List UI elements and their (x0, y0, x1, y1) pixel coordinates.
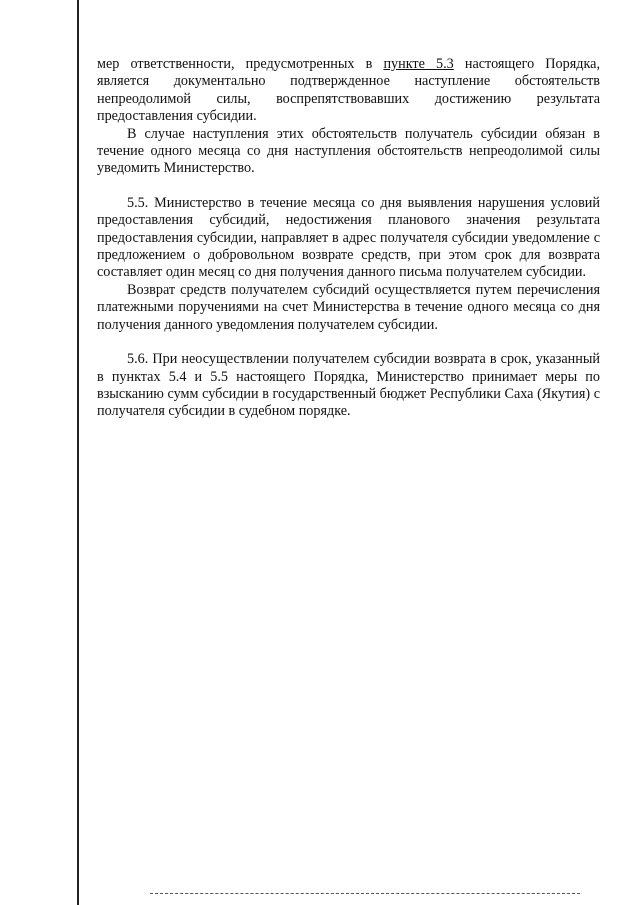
paragraph-refund: Возврат средств получателем субсидий осуществляется путем перечисления платежными поручениями на счет Министерства в течение одного месяца со дня получения данного уведомления получателем субсидии. (97, 281, 600, 333)
bottom-divider (150, 893, 580, 895)
clause-link[interactable]: пункте 5.3 (383, 56, 454, 72)
paragraph-text: мер ответственности, предусмотренных в (97, 56, 384, 72)
paragraph-5-5: 5.5. Министерство в течение месяца со дня выявления нарушения условий предоставления субсидий, недостижения планового значения результата предоставления субсидии, направляет в адрес получателя субсидии уведомление с предложением о добровольном возврате средств, при этом срок для возврата составляет один месяц со дня получения данного письма получателем субсидии. (97, 194, 600, 281)
paragraph-force-majeure (97, 56, 600, 126)
paragraph-notification: В случае наступления этих обстоятельств получатель субсидии обязан в течение одного месяца со дня наступления обстоятельств непреодолимой силы уведомить Министерство. (97, 125, 600, 177)
left-margin-line (77, 0, 79, 905)
document-body (97, 56, 600, 421)
paragraph-text: настоящего Порядка, является документально подтвержденное наступление обстоятельств непреодолимой силы, воспрепятствовавших достижению результата предоставления субсидии. (97, 56, 601, 125)
paragraph-5-6: 5.6. При неосуществлении получателем субсидии возврата в срок, указанный в пунктах 5.4 и 5.5 настоящего Порядка, Министерство принимает меры по взысканию сумм субсидии в государственный бюджет Республики Саха (Якутия) с получателя субсидии в судебном порядке. (97, 351, 600, 420)
